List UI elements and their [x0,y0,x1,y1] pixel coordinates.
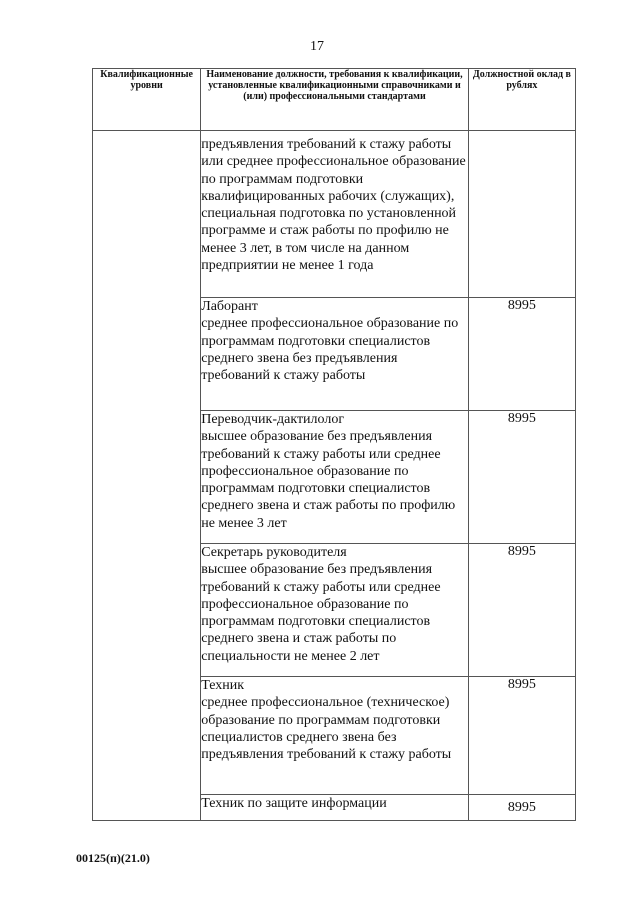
position-requirements: высшее образование без предъявления требований к стажу работы или среднее профессиональное образование по программам подготовки специалистов среднего звена и стаж работы по профилю не менее 3 лет [201,429,456,531]
position-title: Секретарь руководителя [201,545,347,560]
position-requirements: среднее профессиональное образование по программам подготовки специалистов среднего звена без предъявления требований к стажу работы [201,316,459,384]
header-salary: Должностной оклад в рублях [468,69,575,131]
table-row [93,131,576,298]
salary-cell: 8995 [468,544,575,677]
document-code: 00125(п)(21.0) [76,851,150,865]
position-cell [201,544,469,677]
position-title: Техник [201,678,245,693]
salary-cell: 8995 [468,677,575,795]
position-cell [201,298,469,411]
salary-cell: 8995 [468,298,575,411]
header-position-requirements: Наименование должности, требования к квалификации, установленные квалификационными справочниками и (или) профессиональными стандартами [201,69,469,131]
table-header-row [93,69,576,131]
position-requirements: высшее образование без предъявления требований к стажу работы или среднее профессиональное образование по программам подготовки специалистов среднего звена и стаж работы по специальности не менее 2 лет [201,562,441,664]
salary-cell [468,131,575,298]
position-title: Лаборант [201,299,258,314]
header-qualification-levels: Квалификационные уровни [93,69,201,131]
position-title: Техник по защите информации [201,796,387,811]
salary-cell: 8995 [468,411,575,544]
qualification-level-cell [93,131,201,821]
page-number: 17 [310,39,324,54]
salary-cell: 8995 [468,795,575,821]
position-cell [201,795,469,821]
qualification-table [92,68,576,821]
continuation-text: предъявления требований к стажу работы или среднее профессиональное образование по программам подготовки квалифицированных рабочих (служащих), специальная подготовка по установленной программе и стаж работы по профилю не менее 3 лет, в том числе на данном предприятии не менее 1 года [201,131,469,298]
position-cell [201,411,469,544]
position-cell [201,677,469,795]
position-title: Переводчик-дактилолог [201,412,345,427]
position-requirements: среднее профессиональное (техническое) образование по программам подготовки специалистов среднего звена без предъявления требований к стажу работы [201,695,452,763]
